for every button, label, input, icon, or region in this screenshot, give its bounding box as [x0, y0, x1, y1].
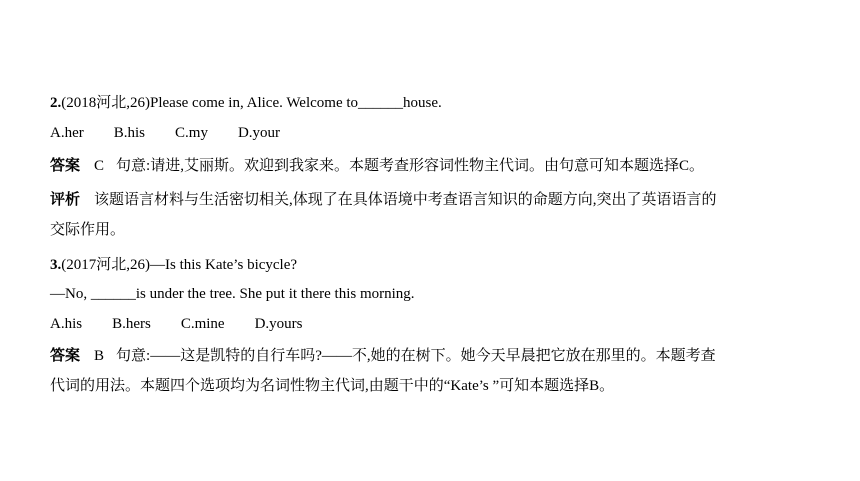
question-3-options [50, 314, 333, 334]
option-b: B.his [113, 125, 146, 141]
question-2-analysis [50, 190, 717, 210]
answer-letter: B [94, 348, 105, 364]
answer-explanation-cont: 代词的用法。本题四个选项均为名词性物主代词,由题干中的“Kate’s ”可知本题选择B。 [50, 378, 615, 394]
question-text-cont: —No, ______is under the tree. She put it there this morning. [50, 286, 415, 302]
question-text: (2017河北,26)—Is this Kate’s bicycle? [61, 257, 298, 273]
question-3-answer [50, 346, 716, 366]
question-2-analysis-cont [50, 220, 125, 240]
answer-label: 答案 [50, 348, 81, 364]
question-2-options [50, 123, 310, 143]
option-d: D.your [237, 125, 281, 141]
analysis-text: 该题语言材料与生活密切相关,体现了在具体语境中考查语言知识的命题方向,突出了英语语言的 [94, 192, 717, 208]
answer-label: 答案 [50, 158, 81, 174]
analysis-label: 评析 [50, 192, 81, 208]
question-3-stem-cont [50, 284, 415, 304]
question-number: 2. [50, 95, 62, 111]
option-d: D.yours [254, 316, 303, 332]
option-a: A.her [50, 125, 84, 141]
answer-explanation: 句意:——这是凯特的自行车吗?——不,她的在树下。她今天早晨把它放在那里的。本题考查 [116, 348, 716, 364]
answer-letter: C [94, 158, 105, 174]
option-b: B.hers [112, 316, 151, 332]
option-c: C.mine [180, 316, 225, 332]
analysis-text-cont: 交际作用。 [50, 222, 126, 238]
question-3-answer-cont [50, 376, 614, 396]
option-c: C.my [175, 125, 208, 141]
question-2-answer [50, 156, 704, 176]
question-3-stem [50, 255, 297, 275]
question-number: 3. [50, 257, 62, 273]
question-2-stem [50, 93, 442, 113]
option-a: A.his [50, 316, 83, 332]
question-text: (2018河北,26)Please come in, Alice. Welcome to______house. [61, 95, 442, 111]
answer-explanation: 句意:请进,艾丽斯。欢迎到我家来。本题考查形容词性物主代词。由句意可知本题选择C。 [116, 158, 704, 174]
